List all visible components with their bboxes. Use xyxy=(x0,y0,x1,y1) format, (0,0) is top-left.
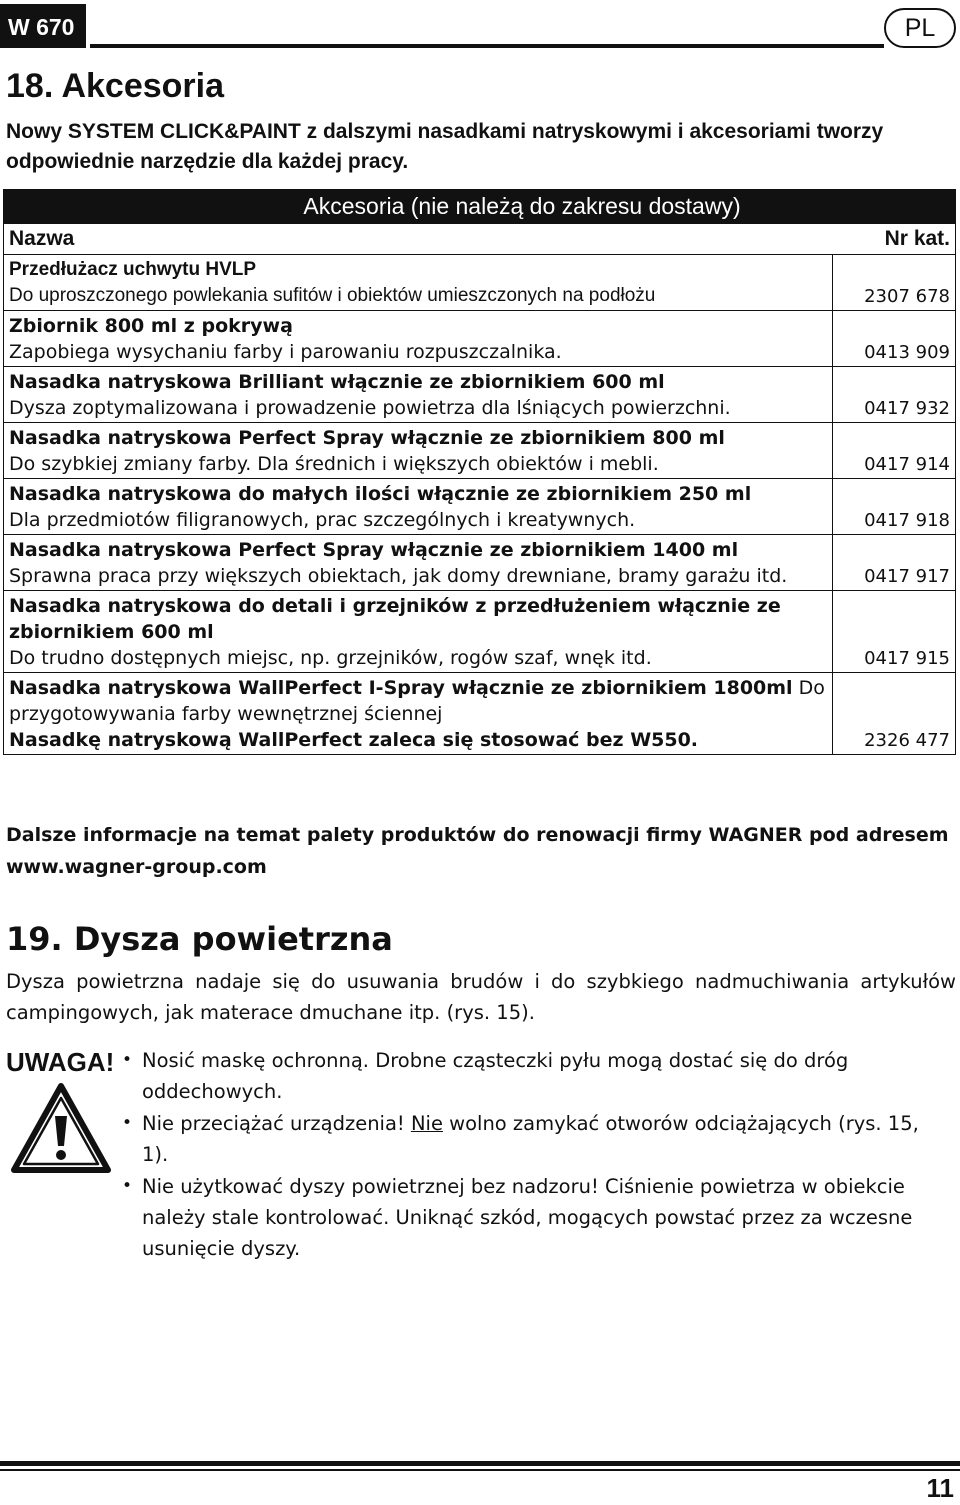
table-row xyxy=(4,423,956,479)
accessory-name: Zbiornik 800 ml z pokrywą xyxy=(9,315,293,337)
warning-text: Nie użytkować dyszy powietrznej bez nadzoru! Ciśnienie powietrza w obiekcie należy stale kontrolować. Uniknąć szkód, mogących powstać przez za wczesne usunięcie dyszy. xyxy=(142,1175,913,1260)
footer-rule xyxy=(0,1461,960,1466)
warning-text-underlined: Nie xyxy=(410,1112,443,1135)
list-item xyxy=(122,1045,942,1107)
warning-text: wolno zamykać otworów odciążających (rys. 15, 1). xyxy=(142,1112,919,1166)
accessory-name: Nasadka natryskowa WallPerfect I-Spray włącznie ze zbiornikiem 1800ml xyxy=(9,677,793,699)
table-title-row xyxy=(4,190,956,224)
accessory-name: Nasadka natryskowa Perfect Spray włącznie ze zbiornikiem 800 ml xyxy=(9,427,725,449)
catalog-number: 0417 915 xyxy=(833,591,956,673)
accessory-description: Zapobiega wysychaniu farby i parowaniu rozpuszczalnika. xyxy=(9,341,562,363)
warning-triangle-icon xyxy=(10,1082,112,1174)
page-number: 11 xyxy=(926,1473,954,1503)
column-header-number: Nr kat. xyxy=(833,224,956,255)
table-title: Akcesoria (nie należą do zakresu dostawy) xyxy=(4,190,956,224)
table-header-row xyxy=(4,224,956,255)
section-18-title: 18. Akcesoria xyxy=(6,67,224,105)
bullet-icon: • xyxy=(122,1176,133,1196)
catalog-number: 0417 918 xyxy=(833,479,956,535)
catalog-number: 0417 914 xyxy=(833,423,956,479)
accessory-cell xyxy=(4,673,833,755)
accessory-cell xyxy=(4,423,833,479)
catalog-number: 0417 932 xyxy=(833,367,956,423)
accessory-description: Do przygotowywania farby wewnętrznej ściennej xyxy=(9,677,825,725)
catalog-number: 2326 477 xyxy=(833,673,956,755)
language-badge: PL xyxy=(884,8,956,48)
accessory-cell xyxy=(4,255,833,311)
further-info: Dalsze informacje na temat palety produktów do renowacji firmy WAGNER pod adresem www.wagner-group.com xyxy=(6,824,949,878)
table-row xyxy=(4,479,956,535)
list-item xyxy=(122,1171,942,1264)
column-header-name: Nazwa xyxy=(4,224,833,255)
table-row xyxy=(4,255,956,311)
section-19-body: Dysza powietrzna nadaje się do usuwania brudów i do szybkiego nadmuchiwania artykułów campingowych, jak materace dmuchane itp. (rys. 15). xyxy=(6,970,956,1024)
catalog-number: 0417 917 xyxy=(833,535,956,591)
catalog-number: 2307 678 xyxy=(833,255,956,311)
accessory-description: Dysza zoptymalizowana i prowadzenie powietrza dla lśniących powierzchni. xyxy=(9,397,731,419)
accessory-description: Dla przedmiotów filigranowych, prac szczególnych i kreatywnych. xyxy=(9,509,636,531)
accessories-table xyxy=(3,189,956,755)
table-row xyxy=(4,535,956,591)
table-row xyxy=(4,311,956,367)
accessory-cell xyxy=(4,591,833,673)
accessory-cell xyxy=(4,367,833,423)
section-19-title: 19. Dysza powietrzna xyxy=(6,920,393,958)
accessory-cell xyxy=(4,311,833,367)
accessory-cell xyxy=(4,535,833,591)
model-badge: W 670 xyxy=(0,4,86,48)
table-row xyxy=(4,673,956,755)
accessory-cell xyxy=(4,479,833,535)
warning-text: Nie przeciążać urządzenia! xyxy=(142,1112,411,1135)
accessory-description: Do trudno dostępnych miejsc, np. grzejników, rogów szaf, wnęk itd. xyxy=(9,647,652,669)
warning-text: Nosić maskę ochronną. Drobne cząsteczki pyłu mogą dostać się do dróg oddechowych. xyxy=(142,1049,849,1103)
accessory-name: Nasadka natryskowa Brilliant włącznie ze zbiornikiem 600 ml xyxy=(9,371,665,393)
warning-label: UWAGA! xyxy=(6,1047,115,1077)
list-item xyxy=(122,1108,942,1170)
section-18-lead: Nowy SYSTEM CLICK&PAINT z dalszymi nasadkami natryskowymi i akcesoriami tworzy odpowiednie narzędzie dla każdej pracy. xyxy=(6,120,884,173)
accessory-name: Nasadka natryskowa do małych ilości włącznie ze zbiornikiem 250 ml xyxy=(9,483,752,505)
warning-list xyxy=(122,1045,942,1265)
accessory-name: Nasadka natryskowa do detali i grzejników z przedłużeniem włącznie ze zbiornikiem 600 ml xyxy=(9,595,781,643)
bullet-icon: • xyxy=(122,1050,133,1070)
header-rule xyxy=(90,44,884,48)
catalog-number: 0413 909 xyxy=(833,311,956,367)
table-row xyxy=(4,591,956,673)
accessory-note: Nasadkę natryskową WallPerfect zaleca się stosować bez W550. xyxy=(9,729,699,751)
accessory-description: Do szybkiej zmiany farby. Dla średnich i większych obiektów i mebli. xyxy=(9,453,659,475)
accessory-name: Przedłużacz uchwytu HVLP xyxy=(9,259,257,280)
bullet-icon: • xyxy=(122,1113,133,1133)
accessory-description: Do uproszczonego powlekania sufitów i obiektów umieszczonych na podłożu xyxy=(9,285,656,306)
accessory-name: Nasadka natryskowa Perfect Spray włącznie ze zbiornikiem 1400 ml xyxy=(9,539,739,561)
table-row xyxy=(4,367,956,423)
footer-rule-thin xyxy=(0,1469,960,1471)
accessory-description: Sprawna praca przy większych obiektach, jak domy drewniane, bramy garażu itd. xyxy=(9,565,788,587)
